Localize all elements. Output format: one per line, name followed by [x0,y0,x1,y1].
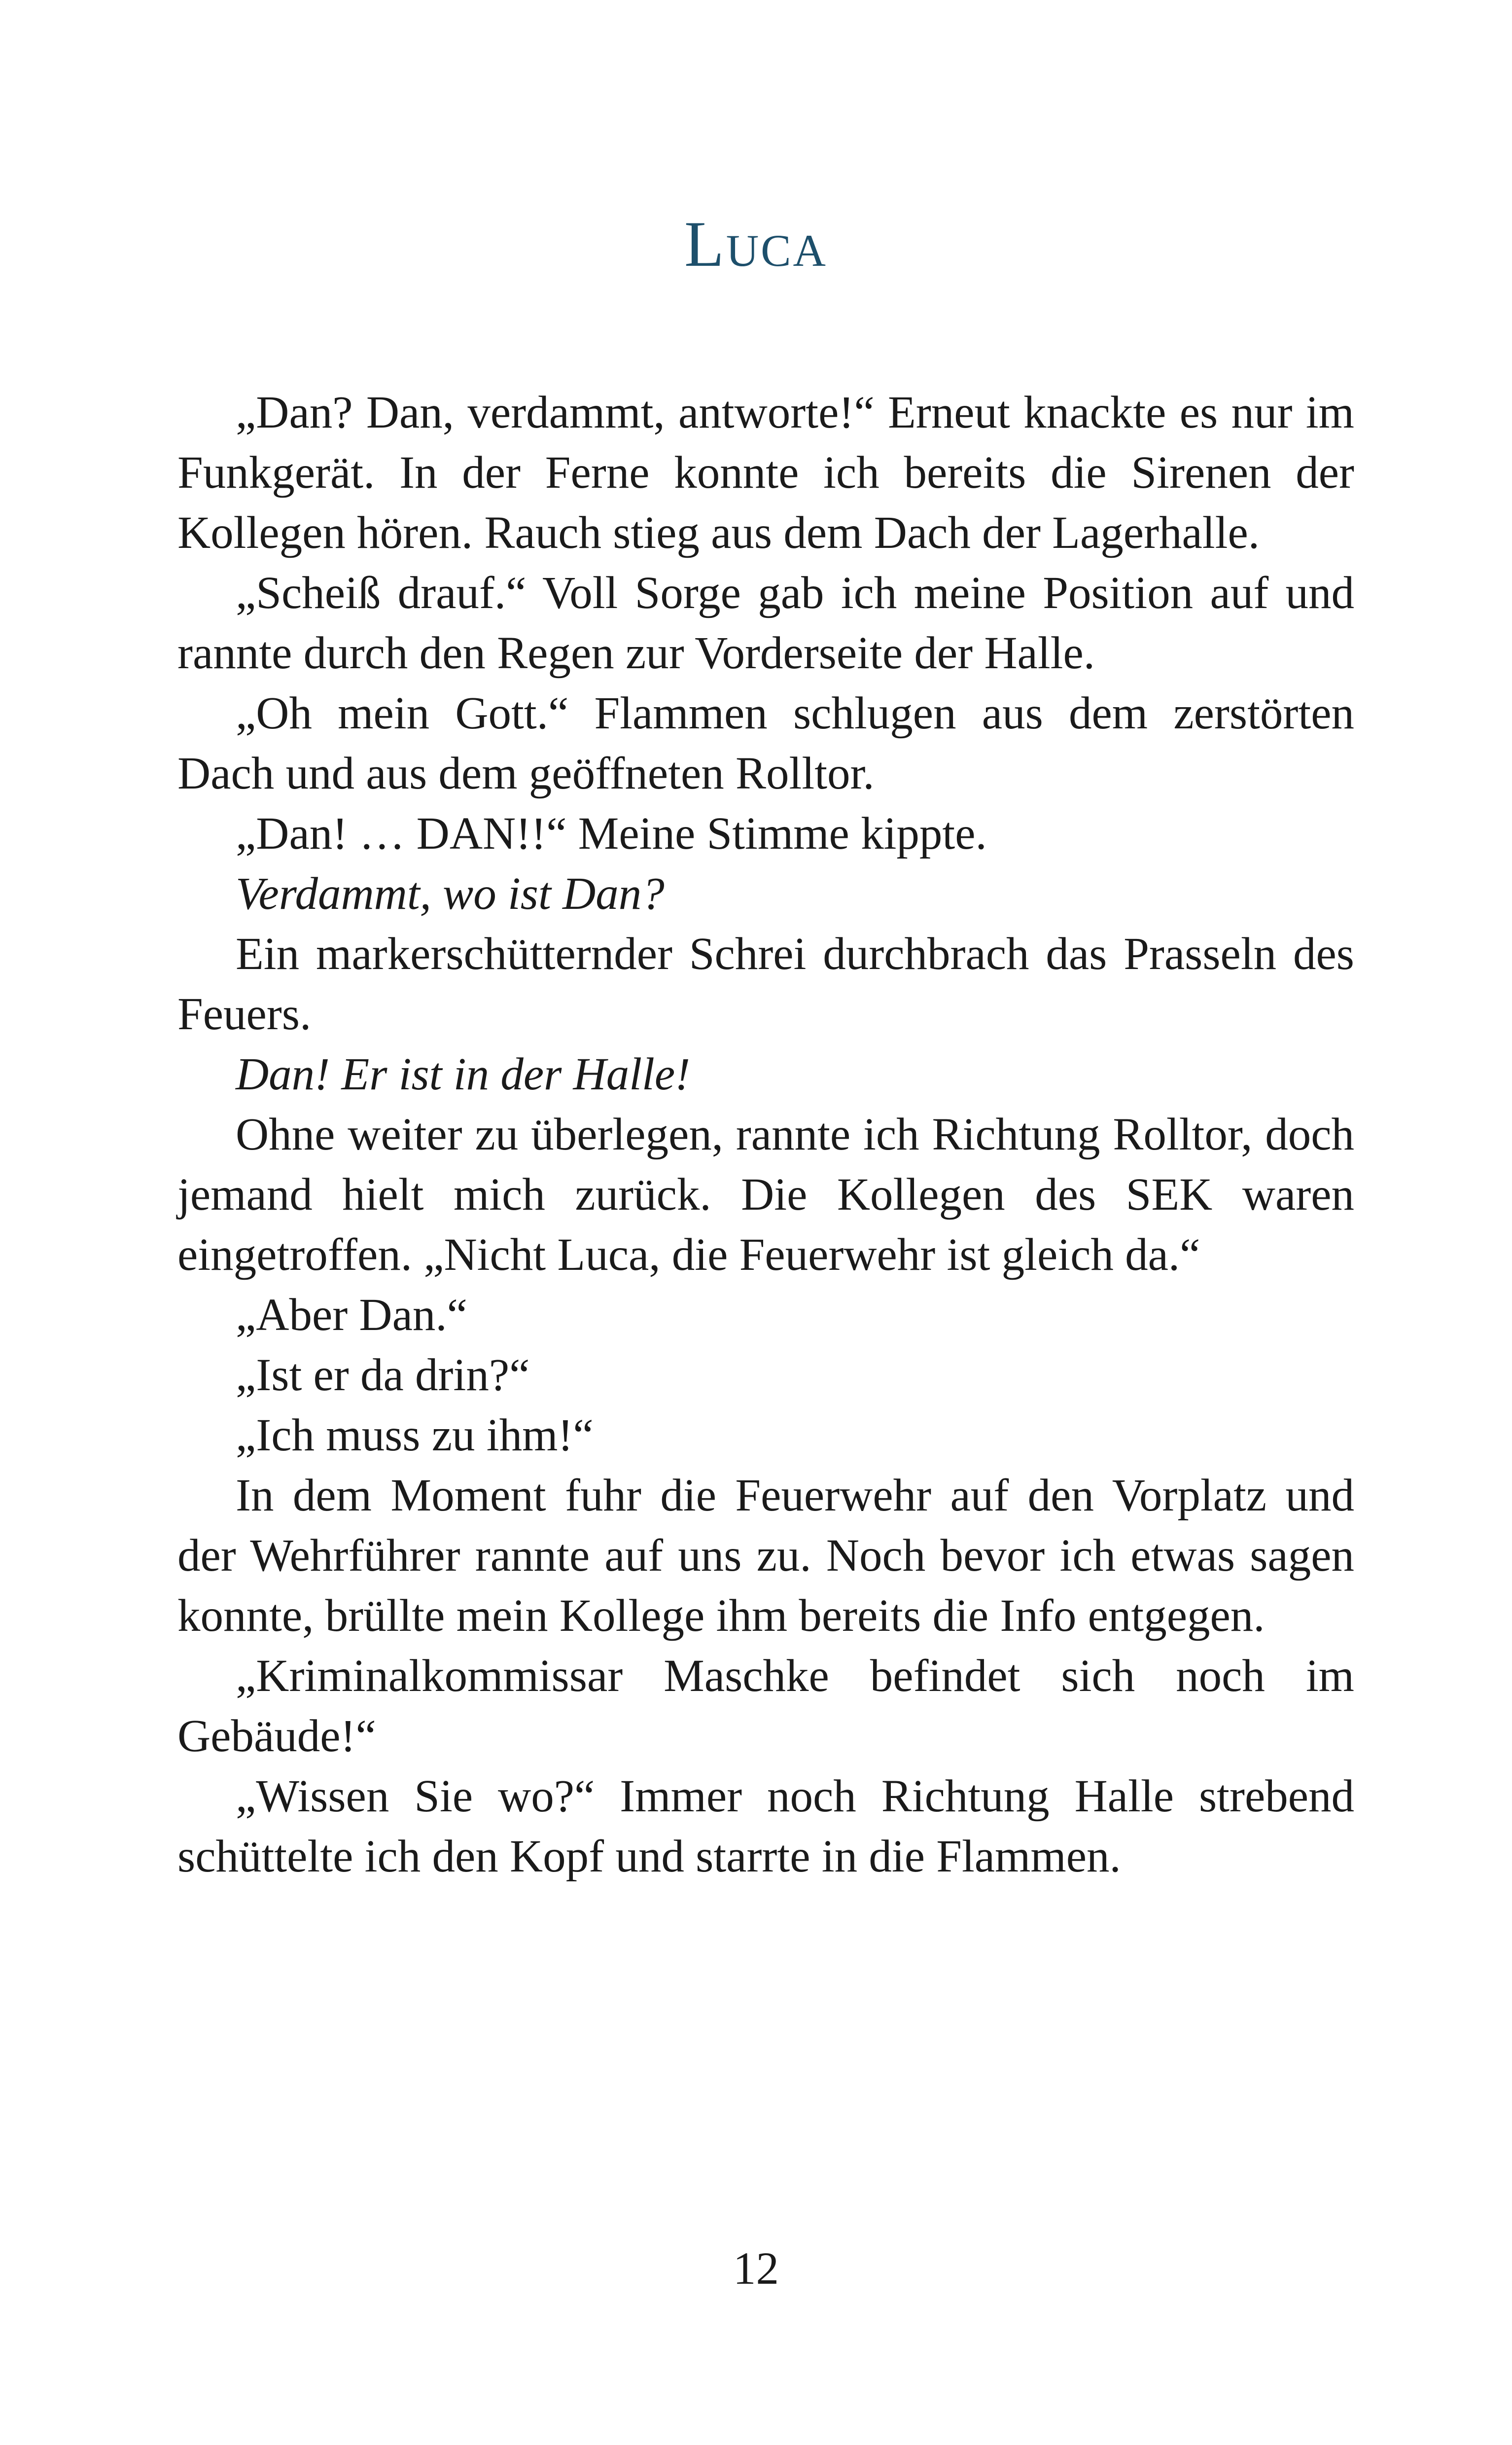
paragraph: „Dan? Dan, verdammt, antworte!“ Erneut knackte es nur im Funkgerät. In der Ferne konnte ich bereits die Sirenen der Kollegen hören. Rauch stieg aus dem Dach der Lagerhalle. [177,387,1354,558]
body-text [177,383,1354,1887]
paragraph-italic-thought: Dan! Er ist in der Halle! [236,1049,691,1100]
paragraph: „Dan! … DAN!!“ Meine Stimme kippte. [236,808,987,859]
paragraph: In dem Moment fuhr die Feuerwehr auf den Vorplatz und der Wehrführer rannte auf uns zu. Noch bevor ich etwas sagen konnte, brüllte mein Kollege ihm bereits die Info entgegen. [177,1470,1354,1641]
paragraph: „Scheiß drauf.“ Voll Sorge gab ich meine Position auf und rannte durch den Regen zur Vorderseite der Halle. [177,568,1354,679]
paragraph: „Ich muss zu ihm!“ [236,1410,594,1461]
chapter-title: Luca [684,208,828,280]
paragraph: „Ist er da drin?“ [236,1350,530,1401]
paragraph: Ein markerschütternder Schrei durchbrach das Prasseln des Feuers. [177,929,1354,1040]
paragraph-italic-thought: Verdammt, wo ist Dan? [236,868,665,919]
page-number: 12 [733,2243,779,2294]
paragraph: „Kriminalkommissar Maschke befindet sich noch im Gebäude!“ [177,1651,1354,1762]
paragraph: Ohne weiter zu überlegen, rannte ich Richtung Rolltor, doch jemand hielt mich zurück. Die Kollegen des SEK waren eingetroffen. „Nicht Luca, die Feuerwehr ist gleich da.“ [177,1109,1354,1280]
paragraph: „Wissen Sie wo?“ Immer noch Richtung Halle strebend schüttelte ich den Kopf und starrte in die Flammen. [177,1771,1354,1882]
paragraph: „Aber Dan.“ [236,1290,467,1340]
paragraph: „Oh mein Gott.“ Flammen schlugen aus dem zerstörten Dach und aus dem geöffneten Rolltor. [177,688,1354,799]
